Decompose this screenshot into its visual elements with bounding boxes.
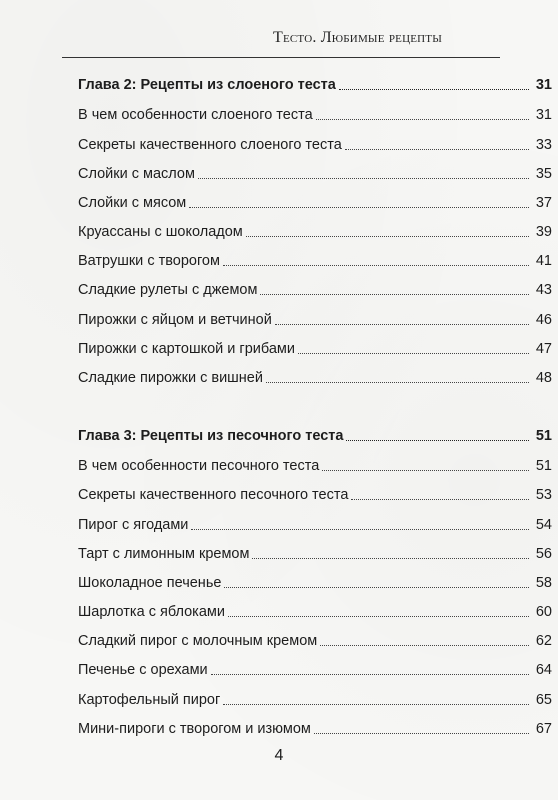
entry-page-number: 67 — [535, 721, 552, 737]
entry-page-number: 35 — [535, 166, 552, 182]
toc-entry-row[interactable] — [78, 628, 552, 650]
entry-title: Сладкие рулеты с джемом — [78, 282, 258, 298]
toc-entry-row[interactable] — [78, 570, 552, 592]
dot-leader — [339, 89, 529, 90]
entry-page-number: 33 — [535, 137, 552, 153]
toc-entry-row[interactable] — [78, 365, 552, 387]
toc-entry-row[interactable] — [78, 219, 552, 241]
entry-page-number: 60 — [535, 604, 552, 620]
toc-chapter-row[interactable] — [78, 72, 552, 94]
toc-entry-row[interactable] — [78, 657, 552, 679]
entry-page-number: 53 — [535, 487, 552, 503]
chapter-page-number: 31 — [535, 77, 552, 93]
toc-entry-row[interactable] — [78, 541, 552, 563]
toc-entry-row[interactable] — [78, 277, 552, 299]
dot-leader — [298, 353, 529, 354]
entry-title: Мини-пироги с творогом и изюмом — [78, 721, 311, 737]
toc-chapter-row[interactable] — [78, 423, 552, 445]
chapter-title: Глава 2: Рецепты из слоеного теста — [78, 77, 336, 93]
entry-title: Круассаны с шоколадом — [78, 224, 243, 240]
entry-page-number: 43 — [535, 282, 552, 298]
dot-leader — [246, 236, 529, 237]
dot-leader — [345, 149, 529, 150]
dot-leader — [191, 529, 529, 530]
dot-leader — [223, 265, 529, 266]
toc-entry-row[interactable] — [78, 248, 552, 270]
dot-leader — [346, 440, 529, 441]
entry-page-number: 62 — [535, 633, 552, 649]
dot-leader — [351, 499, 529, 500]
entry-title: Картофельный пирог — [78, 692, 221, 708]
entry-title: Сладкие пирожки с вишней — [78, 370, 263, 386]
dot-leader — [316, 119, 529, 120]
entry-title: Слойки с маслом — [78, 166, 195, 182]
toc-entry-row[interactable] — [78, 102, 552, 124]
entry-page-number: 39 — [535, 224, 552, 240]
toc-entry-row[interactable] — [78, 716, 552, 738]
entry-title: Тарт с лимонным кремом — [78, 546, 250, 562]
entry-title: В чем особенности песочного теста — [78, 458, 320, 474]
entry-page-number: 56 — [535, 546, 552, 562]
dot-leader — [322, 470, 529, 471]
entry-title: Секреты качественного слоеного теста — [78, 137, 342, 153]
toc-entry-row[interactable] — [78, 453, 552, 475]
toc-entry-row[interactable] — [78, 132, 552, 154]
entry-title: Шарлотка с яблоками — [78, 604, 225, 620]
dot-leader — [314, 733, 529, 734]
entry-page-number: 51 — [535, 458, 552, 474]
entry-page-number: 48 — [535, 370, 552, 386]
entry-title: Пирожки с яйцом и ветчиной — [78, 312, 272, 328]
dot-leader — [320, 645, 529, 646]
entry-page-number: 37 — [535, 195, 552, 211]
toc-entry-row[interactable] — [78, 190, 552, 212]
dot-leader — [211, 674, 529, 675]
entry-title: Слойки с мясом — [78, 195, 187, 211]
toc-entry-row[interactable] — [78, 599, 552, 621]
running-header: Тесто. Любимые рецепты — [272, 29, 442, 46]
entry-page-number: 54 — [535, 517, 552, 533]
entry-title: Ватрушки с творогом — [78, 253, 220, 269]
toc-entry-row[interactable] — [78, 687, 552, 709]
entry-title: Сладкий пирог с молочным кремом — [78, 633, 318, 649]
entry-page-number: 41 — [535, 253, 552, 269]
entry-title: Пирог с ягодами — [78, 517, 189, 533]
entry-page-number: 65 — [535, 692, 552, 708]
dot-leader — [224, 587, 529, 588]
toc-entry-row[interactable] — [78, 161, 552, 183]
header-rule — [62, 57, 500, 58]
toc-entry-row[interactable] — [78, 512, 552, 534]
dot-leader — [275, 324, 529, 325]
dot-leader — [266, 382, 529, 383]
dot-leader — [198, 178, 529, 179]
chapter-page-number: 51 — [535, 428, 552, 444]
entry-title: Секреты качественного песочного теста — [78, 487, 349, 503]
toc-entry-row[interactable] — [78, 307, 552, 329]
entry-title: Печенье с орехами — [78, 662, 208, 678]
dot-leader — [260, 294, 529, 295]
entry-title: Пирожки с картошкой и грибами — [78, 341, 295, 357]
dot-leader — [228, 616, 529, 617]
toc-entry-row[interactable] — [78, 336, 552, 358]
entry-title: В чем особенности слоеного теста — [78, 107, 313, 123]
toc-entry-row[interactable] — [78, 482, 552, 504]
dot-leader — [189, 207, 529, 208]
entry-page-number: 58 — [535, 575, 552, 591]
page-number: 4 — [274, 747, 284, 764]
dot-leader — [252, 558, 529, 559]
entry-title: Шоколадное печенье — [78, 575, 222, 591]
entry-page-number: 46 — [535, 312, 552, 328]
entry-page-number: 47 — [535, 341, 552, 357]
chapter-title: Глава 3: Рецепты из песочного теста — [78, 428, 344, 444]
dot-leader — [223, 704, 529, 705]
entry-page-number: 64 — [535, 662, 552, 678]
entry-page-number: 31 — [535, 107, 552, 123]
